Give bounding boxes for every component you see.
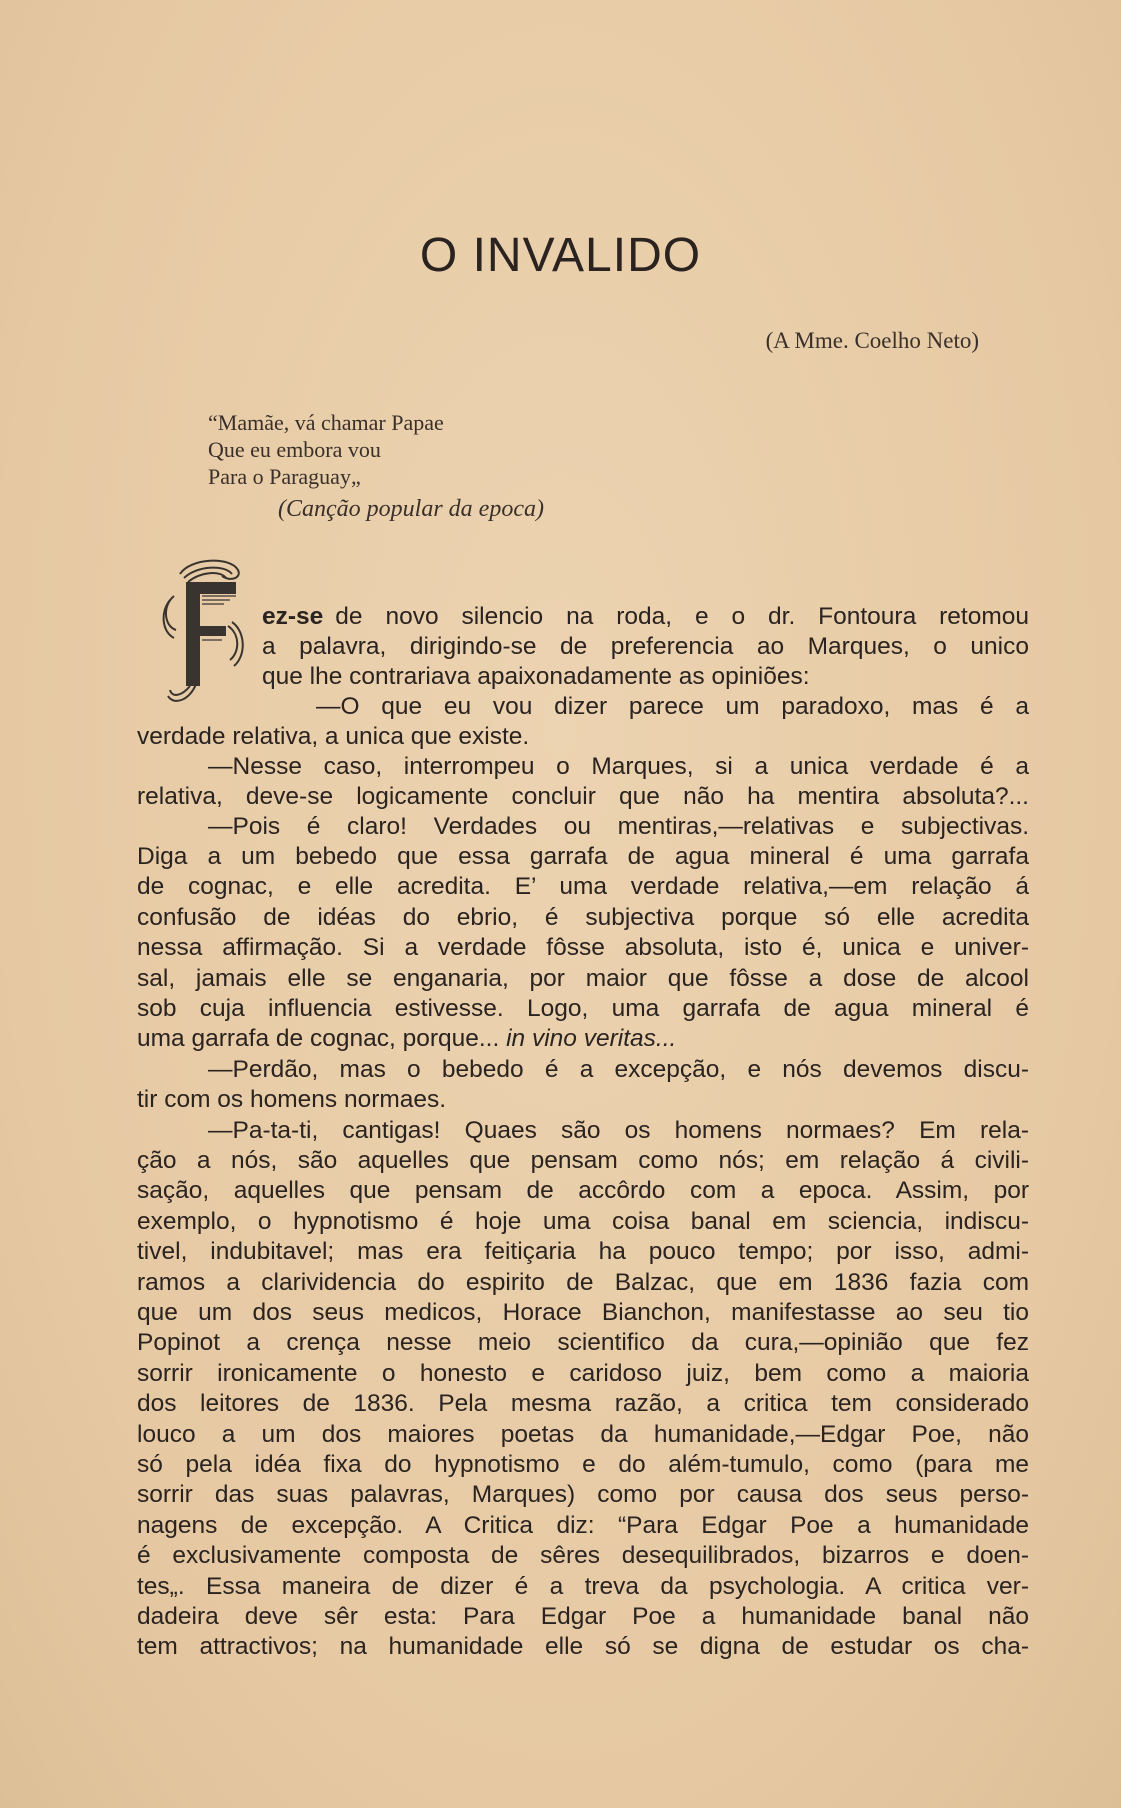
body-line: —Pois é claro! Verdades ou mentiras,—relativas e subjectivas. xyxy=(208,813,1029,840)
body-line: tir com os homens normaes. xyxy=(137,1086,447,1114)
body-line xyxy=(262,602,1029,632)
epigraph-source: (Canção popular da epoca) xyxy=(278,496,544,522)
body-line: sação, aquelles que pensam de accôrdo com a epoca. Assim, por xyxy=(137,1177,1029,1205)
body-line: —Pa-ta-ti, cantigas! Quaes são os homens normaes? Em rela- xyxy=(208,1116,1029,1144)
body-line: nagens de excepção. A Critica diz: “Para Edgar Poe a humanidade xyxy=(137,1511,1029,1539)
body-line: que lhe contrariava apaixonadamente as opiniões: xyxy=(262,663,810,690)
body-line: —O que eu vou dizer parece um paradoxo, mas é a xyxy=(316,693,1029,720)
body-line: dos leitores de 1836. Pela mesma razão, a critica tem considerado xyxy=(137,1390,1029,1418)
body-line: a palavra, dirigindo-se de preferencia ao Marques, o unico xyxy=(262,633,1029,660)
epigraph-line: “Mamãe, vá chamar Papae xyxy=(208,410,444,435)
body-line: sal, jamais elle se enganaria, por maior que fôsse a dose de alcool xyxy=(137,964,1029,992)
dedication: (A Mme. Coelho Neto) xyxy=(765,328,979,353)
body-line: —Perdão, mas o bebedo é a excepção, e nós devemos discu- xyxy=(208,1055,1029,1083)
body-line: só pela idéa fixa do hypnotismo e do além-tumulo, como (para me xyxy=(137,1451,1029,1478)
body-line: sorrir ironicamente o honesto e caridoso juiz, bem como a maioria xyxy=(137,1359,1029,1387)
body-line: ção a nós, são aquelles que pensam como nós; em relação á civili- xyxy=(137,1147,1029,1174)
epigraph-line: Para o Paraguay„ xyxy=(208,464,361,489)
body-line-text: de novo silencio na roda, e o dr. Fontoura retomou xyxy=(335,603,1029,630)
body-line: sob cuja influencia estivesse. Logo, uma garrafa de agua mineral é xyxy=(137,995,1029,1022)
body-line: confusão de idéas do ebrio, é subjectiva porque só elle acredita xyxy=(137,903,1029,931)
dropcap-continuation: ez-se xyxy=(262,603,324,630)
page-title: O INVALIDO xyxy=(419,229,702,282)
body-line: tivel, indubitavel; mas era feitiçaria ha pouco tempo; por isso, admi- xyxy=(137,1238,1029,1266)
body-line: dadeira deve sêr esta: Para Edgar Poe a humanidade banal não xyxy=(137,1603,1029,1630)
body-line: tes„. Essa maneira de dizer é a treva da psychologia. A critica ver- xyxy=(137,1572,1029,1600)
body-line: louco a um dos maiores poetas da humanidade,—Edgar Poe, não xyxy=(137,1420,1029,1448)
body-line: sorrir das suas palavras, Marques) como por causa dos seus perso- xyxy=(137,1481,1029,1509)
body-line: exemplo, o hypnotismo é hoje uma coisa banal em sciencia, indiscu- xyxy=(137,1207,1029,1235)
body-line: que um dos seus medicos, Horace Bianchon, manifestasse ao seu tio xyxy=(137,1299,1029,1326)
body-line: uma garrafa de cognac, porque... in vino veritas... xyxy=(137,1025,677,1053)
body-line: relativa, deve-se logicamente concluir que não ha mentira absoluta?... xyxy=(137,783,1029,810)
body-line: de cognac, e elle acredita. E’ uma verdade relativa,—em relação á xyxy=(137,873,1029,901)
body-line: tem attractivos; na humanidade elle só se digna de estudar os cha- xyxy=(137,1633,1029,1661)
body-line: Popinot a crença nesse meio scientifico da cura,—opinião que fez xyxy=(137,1329,1029,1357)
epigraph-line: Que eu embora vou xyxy=(208,437,381,462)
body-line: nessa affirmação. Si a verdade fôsse absoluta, isto é, unica e univer- xyxy=(137,934,1029,962)
body-line: verdade relativa, a unica que existe. xyxy=(137,723,530,750)
dropcap-ornament xyxy=(160,556,244,706)
dropcap-letter: F xyxy=(190,675,192,677)
body-line: —Nesse caso, interrompeu o Marques, si a unica verdade é a xyxy=(208,753,1029,780)
body-line: é exclusivamente composta de sêres desequilibrados, bizarros e doen- xyxy=(137,1542,1029,1570)
body-line: Diga a um bebedo que essa garrafa de agua mineral é uma garrafa xyxy=(137,843,1029,870)
body-line: ramos a clarividencia do espirito de Balzac, que em 1836 fazia com xyxy=(137,1268,1029,1296)
epigraph xyxy=(208,409,444,490)
